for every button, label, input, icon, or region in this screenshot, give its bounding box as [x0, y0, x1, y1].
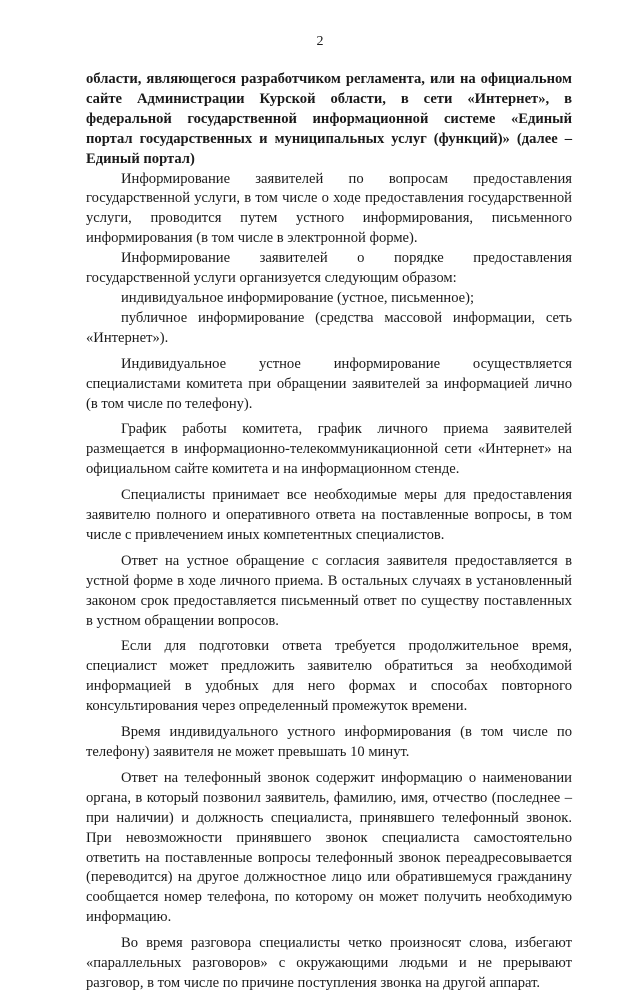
- paragraph-informing-order: Информирование заявителей о порядке предоставления государственной услуги организуется следующим образом:: [86, 250, 572, 287]
- paragraph-time-limit: Время индивидуального устного информирования (в том числе по телефону) заявителя не может превышать 10 минут.: [86, 724, 572, 760]
- paragraph-specialists-measures: Специалисты принимает все необходимые меры для предоставления заявителю полного и оперативного ответа на поставленные вопросы, в том числе с привлечением иных компетентных специалистов.: [86, 487, 572, 543]
- page-number: 2: [316, 34, 324, 49]
- paragraph-schedule: График работы комитета, график личного приема заявителей размещается в информационно-телекоммуникационной сети «Интернет» на официальном сайте комитета и на информационном стенде.: [86, 421, 572, 478]
- paragraph-intro-continuation: области, являющегося разработчиком регламента, или на официальном сайте Администрации Курской области, в сети «Интернет», в федеральной государственной информационной системе «Единый портал государственных и муниципальных услуг (функций)» (далее – Единый портал): [86, 71, 572, 167]
- paragraph-oral-informing: Индивидуальное устное информирование осуществляется специалистами комитета при обращении заявителей за информацией лично (в том числе по телефону).: [86, 355, 572, 412]
- document-body: [86, 70, 572, 994]
- paragraph-individual-informing: индивидуальное информирование (устное, письменное);: [121, 289, 475, 306]
- paragraph-phone-answer: Ответ на телефонный звонок содержит информацию о наименовании органа, в который позвонил заявитель, фамилию, имя, отчество (последнее – при наличии) и должность специалиста, принявшего телефонный звонок. При невозможности принявшего звонок специалиста самостоятельно ответить на поставленные вопросы телефонный звонок переадресовывается (переводится) на другое должностное лицо или обратившемуся гражданину сообщается номер телефона, по которому он может получить необходимую информацию.: [86, 769, 572, 926]
- paragraph-informing-methods: Информирование заявителей по вопросам предоставления государственной услуги, в том числе о ходе предоставления государственной услуги, проводится путем устного информирования, письменного информирования (в том числе в электронной форме).: [86, 170, 572, 247]
- paragraph-conversation-rules: Во время разговора специалисты четко произносят слова, избегают «параллельных разговоров» с окружающими людьми и не прерывают разговор, в том числе по причине поступления звонка на другой аппарат.: [86, 935, 572, 991]
- paragraph-long-preparation: Если для подготовки ответа требуется продолжительное время, специалист может предложить заявителю обратиться за необходимой информацией в удобных для него формах и способах повторного консультирования через определенный промежуток времени.: [86, 638, 572, 715]
- paragraph-oral-answer: Ответ на устное обращение с согласия заявителя предоставляется в устной форме в ходе личного приема. В остальных случаях в установленный законом срок предоставляется письменный ответ по существу поставленных в устном обращении вопросов.: [86, 552, 572, 629]
- paragraph-public-informing: публичное информирование (средства массовой информации, сеть «Интернет»).: [86, 309, 572, 346]
